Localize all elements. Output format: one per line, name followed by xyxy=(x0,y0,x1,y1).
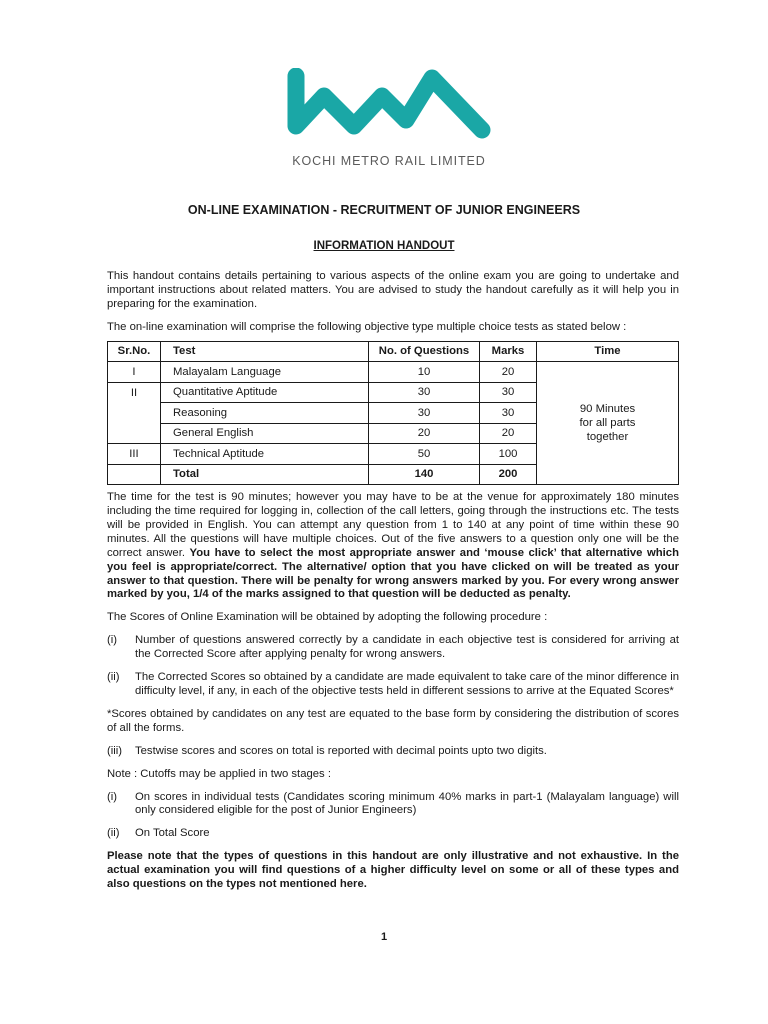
cell-time xyxy=(537,362,679,485)
time-line: 90 Minutes xyxy=(579,403,636,416)
cell-questions: 30 xyxy=(369,403,480,424)
time-line: for all parts xyxy=(579,417,636,430)
time-paragraph xyxy=(107,491,679,602)
page-subtitle: INFORMATION HANDOUT xyxy=(313,240,455,252)
cell-marks: 30 xyxy=(480,403,537,424)
time-line: together xyxy=(586,431,629,444)
intro-paragraph: This handout contains details pertaining to various aspects of the online exam you are going to undertake and important instructions about related matters. You are advised to study the handout carefully as it will help you in preparing for the examination. xyxy=(107,270,679,310)
header-questions: No. of Questions xyxy=(369,341,480,362)
cell-questions: 20 xyxy=(369,423,480,444)
total-questions: 140 xyxy=(369,464,480,485)
cell-sr: II xyxy=(108,382,161,444)
company-logo xyxy=(286,68,492,168)
item-text: Number of questions answered correctly by a candidate in each objective test is considered for arriving at the Corrected Score after applying penalty for wrong answers. xyxy=(135,634,679,661)
page-title: ON-LINE EXAMINATION - RECRUITMENT OF JUNIOR ENGINEERS xyxy=(187,203,581,217)
cell-questions: 30 xyxy=(369,382,480,403)
cell-test: Quantitative Aptitude xyxy=(161,382,369,403)
document-body xyxy=(107,270,679,901)
table-header-row xyxy=(108,341,679,362)
cell-marks: 20 xyxy=(480,362,537,383)
item-number: (iii) xyxy=(107,744,123,757)
list-item xyxy=(107,671,679,699)
header-test: Test xyxy=(161,341,369,362)
item-text: On Total Score xyxy=(135,827,210,840)
item-text: The Corrected Scores so obtained by a candidate are made equivalent to take care of the minor difference in difficulty level, if any, in each of the objective tests held in different sessions to arrive at the Equated Scores* xyxy=(135,671,679,697)
cell-marks: 30 xyxy=(480,382,537,403)
cell-test: Malayalam Language xyxy=(161,362,369,383)
item-number: (ii) xyxy=(107,827,120,840)
list-item xyxy=(107,745,679,759)
item-number: (i) xyxy=(107,790,118,803)
header-time: Time xyxy=(537,341,679,362)
item-text: On scores in individual tests (Candidates scoring minimum 40% marks in part-1 (Malayalam language) will only considered eligible for the post of Junior Engineers) xyxy=(135,790,679,817)
item-text: Testwise scores and scores on total is reported with decimal points upto two digits. xyxy=(135,744,547,757)
item-number: (ii) xyxy=(107,671,120,684)
list-item xyxy=(107,634,679,662)
cell-questions: 50 xyxy=(369,444,480,465)
cell-sr: I xyxy=(108,362,161,383)
total-marks: 200 xyxy=(480,464,537,485)
list-item xyxy=(107,827,679,841)
kmrl-logo-icon xyxy=(286,68,492,148)
time-text: The time for the test is 90 minutes; however you may have to be at the venue for approximately 180 minutes including the time required for logging in, collection of the call letters, going through the instructions etc. The tests will be provided in English. You can attempt any question from 1 to 140 at any point of time within these 90 minutes. All the questions will have multiple choices. Out of the five answers to a question only one will be the correct answer. xyxy=(107,491,679,559)
table-row xyxy=(108,362,679,383)
cell-test: General English xyxy=(161,423,369,444)
penalty-text: You have to select the most appropriate answer and ‘mouse click’ that alternative which you feel is appropriate/correct. The alternative/ option that you have clicked on will be treated as your answer to that question. There will be penalty for wrong answers marked by you. For every wrong answer marked by you, 1/4 of the marks assigned to that question will be deducted as penalty. xyxy=(107,546,679,601)
table-intro: The on-line examination will comprise the following objective type multiple choice tests as stated below : xyxy=(107,320,627,333)
cell-marks: 20 xyxy=(480,423,537,444)
cutoff-note: Note : Cutoffs may be applied in two stages : xyxy=(107,767,331,780)
cell-sr: III xyxy=(108,444,161,465)
company-name: KOCHI METRO RAIL LIMITED xyxy=(292,154,486,168)
cell-empty xyxy=(108,464,161,485)
equated-note: *Scores obtained by candidates on any test are equated to the base form by considering the distribution of scores of all the forms. xyxy=(107,707,679,734)
item-number: (i) xyxy=(107,634,118,647)
page-number: 1 xyxy=(380,931,388,943)
cell-marks: 100 xyxy=(480,444,537,465)
cell-test: Reasoning xyxy=(161,403,369,424)
scores-intro: The Scores of Online Examination will be obtained by adopting the following procedure : xyxy=(107,611,548,624)
final-note: Please note that the types of questions in this handout are only illustrative and not exhaustive. In the actual examination you will find questions of a higher difficulty level on some or all of these types and also questions on the types not mentioned here. xyxy=(107,850,679,891)
cell-questions: 10 xyxy=(369,362,480,383)
cell-test: Technical Aptitude xyxy=(161,444,369,465)
exam-structure-table xyxy=(107,341,679,486)
total-label: Total xyxy=(161,464,369,485)
list-item xyxy=(107,791,679,819)
header-srno: Sr.No. xyxy=(108,341,161,362)
header-marks: Marks xyxy=(480,341,537,362)
